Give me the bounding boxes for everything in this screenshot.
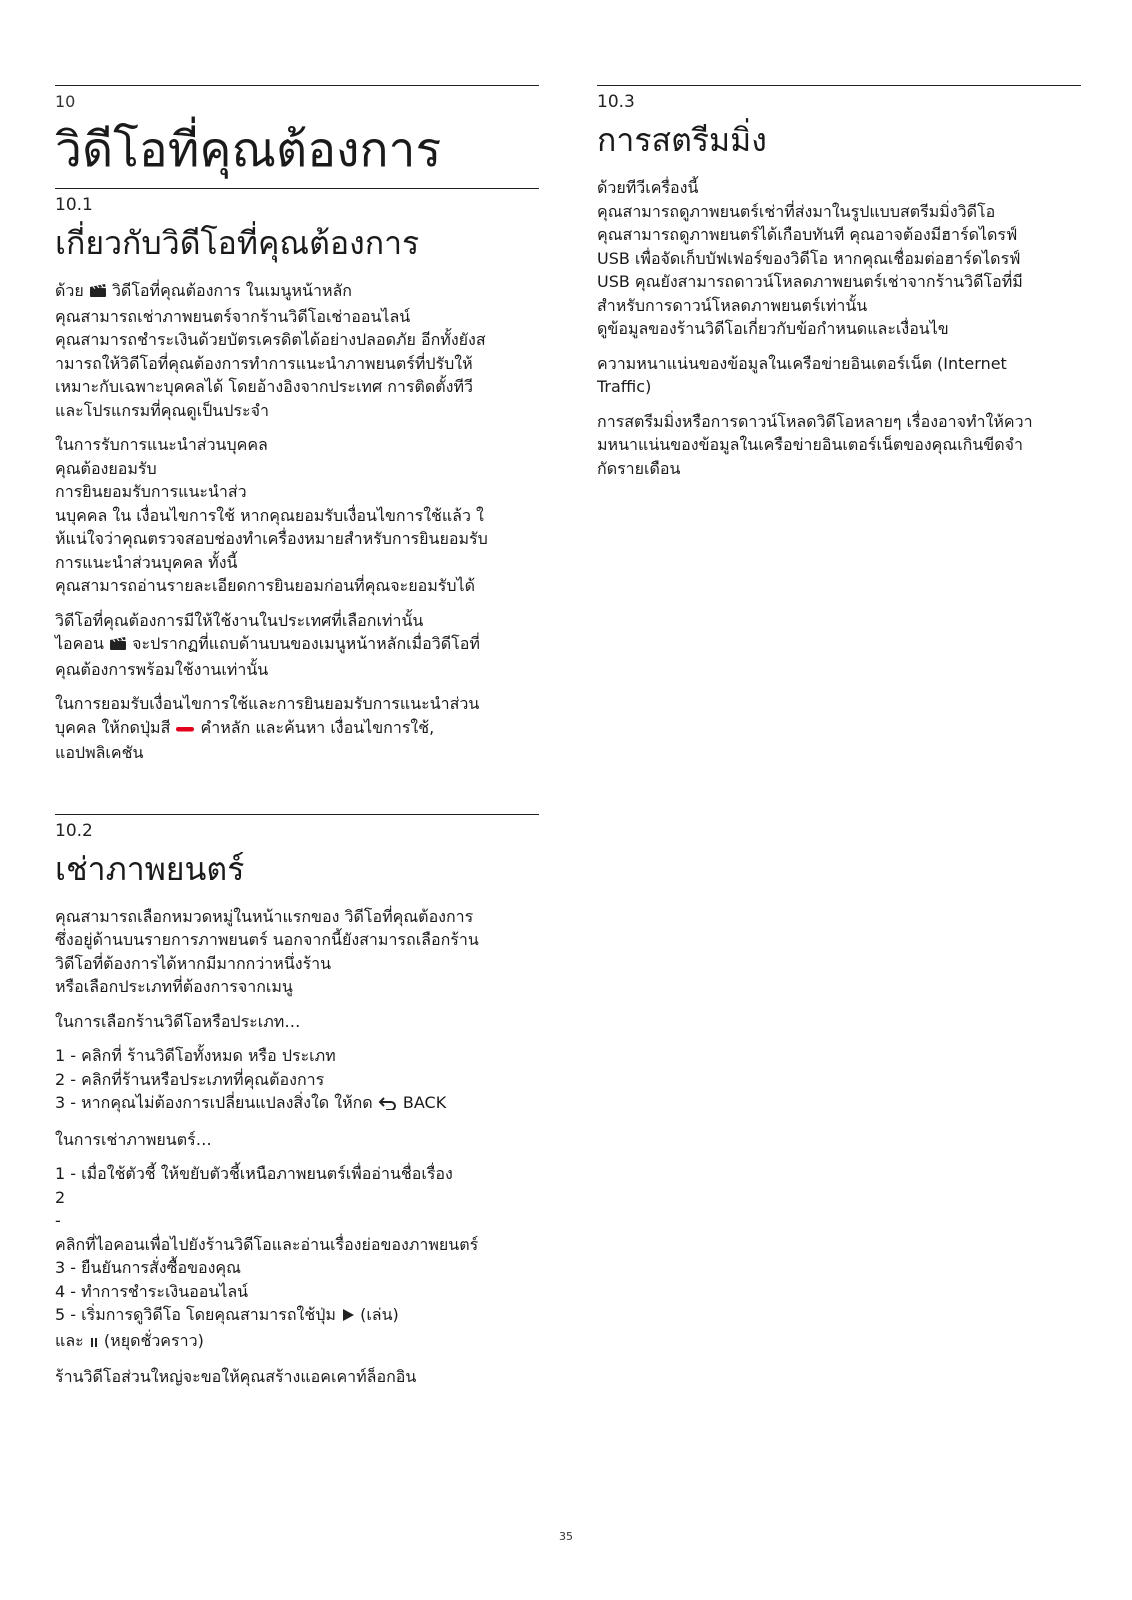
section-rule <box>55 814 539 815</box>
text-line: คุณสามารถดูภาพยนตร์ได้เกือบทันที คุณอาจต้องมีฮาร์ดไดรฟ์ <box>597 225 1018 244</box>
text-line: คุณต้องยอมรับ <box>55 458 157 478</box>
text-line <box>55 632 539 658</box>
text-line: 3 - ยืนยันการสั่งซื้อของคุณ <box>55 1258 241 1277</box>
text-line: ร้านวิดีโอส่วนใหญ่จะขอให้คุณสร้างแอคเคาท์ล็อกอิน <box>55 1367 417 1386</box>
text-line: วิดีโอที่คุณต้องการมีให้ใช้งานในประเทศที่เลือกเท่านั้น <box>55 610 424 630</box>
paragraph <box>55 692 539 765</box>
section-rule <box>597 85 1081 86</box>
section-number: 10.3 <box>597 92 635 112</box>
text-line: การแนะนำส่วนบุคคล ทั้งนี้ <box>55 552 238 572</box>
clapperboard-icon <box>109 634 127 658</box>
paragraph <box>55 1365 539 1389</box>
text-line: ามารถให้วิดีโอที่คุณต้องการทำการแนะนำภาพยนตร์ที่ปรับให้ <box>55 353 473 373</box>
play-icon <box>341 1305 355 1329</box>
section-title: การสตรีมมิ่ง <box>597 121 767 159</box>
red-color-key-icon <box>175 718 195 742</box>
text-fragment: วิดีโอที่คุณต้องการ ในเมนูหน้าหลัก <box>111 281 352 300</box>
right-column <box>597 85 1081 491</box>
text-line: 2 <box>55 1187 66 1207</box>
text-line: ซึ่งอยู่ด้านบนรายการภาพยนตร์ นอกจากนี้ยังสามารถเลือกร้าน <box>55 930 479 949</box>
chapter-number: 10 <box>55 92 76 111</box>
text-line: 1 - คลิกที่ ร้านวิดีโอทั้งหมด หรือ ประเภท <box>55 1046 336 1065</box>
text-line: ในการยอมรับเงื่อนไขการใช้และการยินยอมรับการแนะนำส่วน <box>55 694 480 713</box>
text-line: กัดรายเดือน <box>597 458 681 478</box>
text-fragment: คำหลัก และค้นหา เงื่อนไขการใช้, <box>200 717 435 737</box>
text-line: ในการเช่าภาพยนตร์… <box>55 1129 212 1149</box>
paragraph <box>55 1044 539 1117</box>
text-line <box>55 1303 539 1329</box>
chapter-title: วิดีโอที่คุณต้องการ <box>55 122 442 178</box>
text-line: แอปพลิเคชัน <box>55 743 144 762</box>
page-number: 35 <box>559 1530 573 1543</box>
text-line: 1 - เมื่อใช้ตัวชี้ ให้ขยับตัวชี้เหนือภาพยนตร์เพื่ออ่านชื่อเรื่อง <box>55 1164 453 1183</box>
text-fragment: (เล่น) <box>360 1305 399 1324</box>
text-line: ห้แน่ใจว่าคุณตรวจสอบช่องทำเครื่องหมายสำหรับการยินยอมรับ <box>55 529 488 548</box>
pause-icon <box>89 1331 99 1355</box>
paragraph <box>55 433 539 598</box>
paragraph <box>55 1128 539 1152</box>
section-title: เกี่ยวกับวิดีโอที่คุณต้องการ <box>55 224 420 262</box>
text-line: คุณต้องการพร้อมใช้งานเท่านั้น <box>55 659 269 679</box>
text-line <box>55 279 539 305</box>
text-line <box>55 716 539 742</box>
text-fragment: และ <box>55 1330 84 1350</box>
text-line: การยินยอมรับการแนะนำส่ว <box>55 482 247 501</box>
text-fragment: 5 - เริ่มการดูวิดีโอ โดยคุณสามารถใช้ปุ่ม <box>55 1305 336 1324</box>
clapperboard-icon <box>89 281 107 305</box>
text-line: คุณสามารถดูภาพยนตร์เช่าที่ส่งมาในรูปแบบสตรีมมิ่งวิดีโอ <box>597 201 996 221</box>
text-fragment: BACK <box>402 1093 447 1112</box>
text-line: 4 - ทำการชำระเงินออนไลน์ <box>55 1281 249 1301</box>
text-line: คุณสามารถอ่านรายละเอียดการยินยอมก่อนที่คุณจะยอมรับได้ <box>55 576 475 595</box>
text-line: เหมาะกับเฉพาะบุคคลได้ โดยอ้างอิงจากประเทศ การติดตั้งทีวี <box>55 377 473 396</box>
left-column <box>55 85 539 1400</box>
paragraph <box>55 609 539 682</box>
text-line: 2 - คลิกที่ร้านหรือประเภทที่คุณต้องการ <box>55 1069 325 1089</box>
section-number: 10.1 <box>55 195 93 215</box>
text-line: หรือเลือกประเภทที่ต้องการจากเมนู <box>55 977 293 996</box>
paragraph <box>597 410 1081 481</box>
paragraph <box>597 352 1081 399</box>
text-line: คลิกที่ไอคอนเพื่อไปยังร้านวิดีโอและอ่านเรื่องย่อของภาพยนตร์ <box>55 1234 479 1254</box>
text-line: ในการเลือกร้านวิดีโอหรือประเภท… <box>55 1011 301 1031</box>
text-line: คุณสามารถชำระเงินด้วยบัตรเครดิตได้อย่างปลอดภัย อีกทั้งยังส <box>55 330 486 349</box>
text-line: USB คุณยังสามารถดาวน์โหลดภาพยนตร์เช่าจากร้านวิดีโอที่มี <box>597 272 1023 291</box>
text-line: คุณสามารถเช่าภาพยนตร์จากร้านวิดีโอเช่าออนไลน์ <box>55 306 411 326</box>
text-line: ดูข้อมูลของร้านวิดีโอเกี่ยวกับข้อกำหนดและเงื่อนไข <box>597 319 949 338</box>
paragraph <box>55 279 539 422</box>
text-line: มหนาแน่นของข้อมูลในเครือข่ายอินเตอร์เน็ตของคุณเกินขีดจำ <box>597 435 1023 454</box>
text-line: และโปรแกรมที่คุณดูเป็นประจำ <box>55 400 269 420</box>
text-line: คุณสามารถเลือกหมวดหมู่ในหน้าแรกของ วิดีโอที่คุณต้องการ <box>55 906 474 926</box>
paragraph <box>55 905 539 999</box>
text-fragment: จะปรากฏที่แถบด้านบนของเมนูหน้าหลักเมื่อวิดีโอที่ <box>132 634 480 653</box>
text-fragment: ด้วย <box>55 281 84 300</box>
paragraph <box>55 1010 539 1034</box>
text-line: วิดีโอที่ต้องการได้หากมีมากกว่าหนึ่งร้าน <box>55 953 332 973</box>
paragraph <box>597 176 1081 341</box>
text-fragment: บุคคล ให้กดปุ่มสี <box>55 717 171 737</box>
text-line: - <box>55 1211 61 1230</box>
section-number: 10.2 <box>55 820 93 841</box>
text-line: การสตรีมมิ่งหรือการดาวน์โหลดวิดีโอหลายๆ เรื่องอาจทำให้ควา <box>597 411 1033 431</box>
text-line: ด้วยทีวีเครื่องนี้ <box>597 178 699 197</box>
text-line: นบุคคล ใน เงื่อนไขการใช้ หากคุณยอมรับเงื่อนไขการใช้แล้ว ใ <box>55 505 484 525</box>
text-line <box>55 1091 539 1117</box>
text-fragment: (หยุดชั่วคราว) <box>103 1330 204 1350</box>
section-rule <box>55 188 539 189</box>
section-title: เช่าภาพยนตร์ <box>55 849 245 888</box>
text-line <box>55 1329 539 1355</box>
text-line: Traffic) <box>597 377 652 396</box>
chapter-rule <box>55 85 539 86</box>
text-fragment: ไอคอน <box>55 634 104 653</box>
paragraph <box>55 1162 539 1354</box>
back-arrow-icon <box>378 1093 398 1117</box>
text-line: ความหนาแน่นของข้อมูลในเครือข่ายอินเตอร์เน็ต (Internet <box>597 353 1007 373</box>
text-fragment: 3 - หากคุณไม่ต้องการเปลี่ยนแปลงสิ่งใด ให้กด <box>55 1093 373 1112</box>
text-line: ในการรับการแนะนำส่วนบุคคล <box>55 435 268 454</box>
text-line: สำหรับการดาวน์โหลดภาพยนตร์เท่านั้น <box>597 295 868 315</box>
text-line: USB เพื่อจัดเก็บบัฟเฟอร์ของวิดีโอ หากคุณเชื่อมต่อฮาร์ดไดรฟ์ <box>597 248 1021 268</box>
